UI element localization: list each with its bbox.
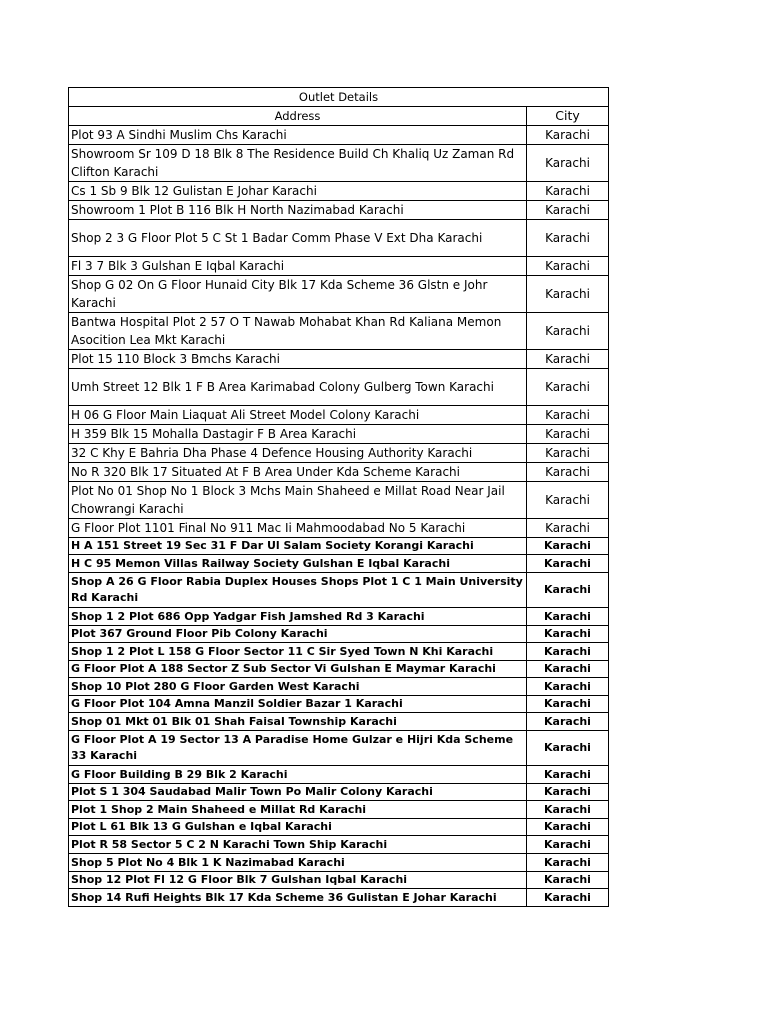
table-row — [69, 836, 609, 854]
city-cell: Karachi — [527, 784, 609, 801]
city-cell: Karachi — [527, 872, 609, 889]
table-row — [69, 889, 609, 907]
city-cell: Karachi — [527, 854, 609, 872]
city-cell: Karachi — [527, 819, 609, 836]
table-row — [69, 425, 609, 444]
city-cell: Karachi — [527, 731, 609, 766]
table-row — [69, 538, 609, 555]
city-cell: Karachi — [527, 801, 609, 819]
table-row — [69, 696, 609, 713]
table-body — [69, 126, 609, 907]
address-cell: G Floor Building B 29 Blk 2 Karachi — [69, 766, 527, 784]
table-row — [69, 713, 609, 731]
city-cell: Karachi — [527, 519, 609, 538]
address-cell: Showroom Sr 109 D 18 Blk 8 The Residence Build Ch Khaliq Uz Zaman Rd Clifton Karachi — [69, 145, 527, 182]
table-row — [69, 406, 609, 425]
title-row — [69, 88, 609, 107]
city-cell: Karachi — [527, 350, 609, 369]
address-cell: H A 151 Street 19 Sec 31 F Dar Ul Salam Society Korangi Karachi — [69, 538, 527, 555]
city-cell: Karachi — [527, 889, 609, 907]
city-cell: Karachi — [527, 201, 609, 220]
address-cell: Shop 14 Rufi Heights Blk 17 Kda Scheme 36 Gulistan E Johar Karachi — [69, 889, 527, 907]
table-title: Outlet Details — [69, 88, 609, 107]
table-row — [69, 555, 609, 573]
table-row — [69, 661, 609, 678]
address-cell: Plot 93 A Sindhi Muslim Chs Karachi — [69, 126, 527, 145]
city-cell: Karachi — [527, 313, 609, 350]
city-cell: Karachi — [527, 482, 609, 519]
city-cell: Karachi — [527, 661, 609, 678]
address-cell: Plot 1 Shop 2 Main Shaheed e Millat Rd Karachi — [69, 801, 527, 819]
city-cell: Karachi — [527, 276, 609, 313]
table-row — [69, 766, 609, 784]
outlet-details-table — [68, 87, 609, 907]
city-cell: Karachi — [527, 608, 609, 626]
address-cell: Cs 1 Sb 9 Blk 12 Gulistan E Johar Karachi — [69, 182, 527, 201]
city-cell: Karachi — [527, 220, 609, 257]
address-cell: Shop 2 3 G Floor Plot 5 C St 1 Badar Comm Phase V Ext Dha Karachi — [69, 220, 527, 257]
city-cell: Karachi — [527, 145, 609, 182]
address-cell: Shop 1 2 Plot L 158 G Floor Sector 11 C Sir Syed Town N Khi Karachi — [69, 643, 527, 661]
address-cell: H 359 Blk 15 Mohalla Dastagir F B Area Karachi — [69, 425, 527, 444]
address-cell: 32 C Khy E Bahria Dha Phase 4 Defence Housing Authority Karachi — [69, 444, 527, 463]
address-cell: Plot R 58 Sector 5 C 2 N Karachi Town Ship Karachi — [69, 836, 527, 854]
table-row — [69, 801, 609, 819]
address-cell: No R 320 Blk 17 Situated At F B Area Under Kda Scheme Karachi — [69, 463, 527, 482]
address-cell: Fl 3 7 Blk 3 Gulshan E Iqbal Karachi — [69, 257, 527, 276]
table-row — [69, 678, 609, 696]
table-row — [69, 819, 609, 836]
address-cell: Plot S 1 304 Saudabad Malir Town Po Malir Colony Karachi — [69, 784, 527, 801]
table-row — [69, 784, 609, 801]
city-cell: Karachi — [527, 713, 609, 731]
city-cell: Karachi — [527, 406, 609, 425]
table-row — [69, 126, 609, 145]
table-row — [69, 313, 609, 350]
table-row — [69, 257, 609, 276]
address-cell: Shop 01 Mkt 01 Blk 01 Shah Faisal Township Karachi — [69, 713, 527, 731]
table-row — [69, 444, 609, 463]
table-row — [69, 608, 609, 626]
table-row — [69, 626, 609, 643]
table-row — [69, 350, 609, 369]
table-row — [69, 482, 609, 519]
address-header: Address — [69, 107, 527, 126]
table-row — [69, 276, 609, 313]
city-cell: Karachi — [527, 538, 609, 555]
table-row — [69, 519, 609, 538]
address-cell: Plot 367 Ground Floor Pib Colony Karachi — [69, 626, 527, 643]
city-cell: Karachi — [527, 573, 609, 608]
city-cell: Karachi — [527, 444, 609, 463]
table-row — [69, 145, 609, 182]
address-cell: Plot 15 110 Block 3 Bmchs Karachi — [69, 350, 527, 369]
city-cell: Karachi — [527, 555, 609, 573]
address-cell: H C 95 Memon Villas Railway Society Gulshan E Iqbal Karachi — [69, 555, 527, 573]
city-cell: Karachi — [527, 626, 609, 643]
table-row — [69, 573, 609, 608]
address-cell: Bantwa Hospital Plot 2 57 O T Nawab Mohabat Khan Rd Kaliana Memon Asocition Lea Mkt Karachi — [69, 313, 527, 350]
table-row — [69, 643, 609, 661]
city-cell: Karachi — [527, 257, 609, 276]
city-cell: Karachi — [527, 182, 609, 201]
table-row — [69, 731, 609, 766]
address-cell: Umh Street 12 Blk 1 F B Area Karimabad Colony Gulberg Town Karachi — [69, 369, 527, 406]
table-row — [69, 201, 609, 220]
address-cell: Shop G 02 On G Floor Hunaid City Blk 17 Kda Scheme 36 Glstn e Johr Karachi — [69, 276, 527, 313]
city-cell: Karachi — [527, 369, 609, 406]
table-row — [69, 854, 609, 872]
city-cell: Karachi — [527, 126, 609, 145]
table-row — [69, 220, 609, 257]
city-cell: Karachi — [527, 463, 609, 482]
table-row — [69, 872, 609, 889]
address-cell: Shop 12 Plot Fl 12 G Floor Blk 7 Gulshan Iqbal Karachi — [69, 872, 527, 889]
address-cell: Shop 5 Plot No 4 Blk 1 K Nazimabad Karachi — [69, 854, 527, 872]
city-cell: Karachi — [527, 696, 609, 713]
address-cell: G Floor Plot A 188 Sector Z Sub Sector Vi Gulshan E Maymar Karachi — [69, 661, 527, 678]
table-row — [69, 182, 609, 201]
city-cell: Karachi — [527, 678, 609, 696]
header-row — [69, 107, 609, 126]
address-cell: H 06 G Floor Main Liaquat Ali Street Model Colony Karachi — [69, 406, 527, 425]
address-cell: Shop 1 2 Plot 686 Opp Yadgar Fish Jamshed Rd 3 Karachi — [69, 608, 527, 626]
address-cell: G Floor Plot 104 Amna Manzil Soldier Bazar 1 Karachi — [69, 696, 527, 713]
address-cell: Shop 10 Plot 280 G Floor Garden West Karachi — [69, 678, 527, 696]
city-cell: Karachi — [527, 766, 609, 784]
address-cell: Plot L 61 Blk 13 G Gulshan e Iqbal Karachi — [69, 819, 527, 836]
city-header: City — [527, 107, 609, 126]
address-cell: G Floor Plot A 19 Sector 13 A Paradise Home Gulzar e Hijri Kda Scheme 33 Karachi — [69, 731, 527, 766]
city-cell: Karachi — [527, 836, 609, 854]
address-cell: G Floor Plot 1101 Final No 911 Mac Ii Mahmoodabad No 5 Karachi — [69, 519, 527, 538]
table-row — [69, 463, 609, 482]
table-row — [69, 369, 609, 406]
city-cell: Karachi — [527, 643, 609, 661]
address-cell: Plot No 01 Shop No 1 Block 3 Mchs Main Shaheed e Millat Road Near Jail Chowrangi Karachi — [69, 482, 527, 519]
address-cell: Showroom 1 Plot B 116 Blk H North Nazimabad Karachi — [69, 201, 527, 220]
address-cell: Shop A 26 G Floor Rabia Duplex Houses Shops Plot 1 C 1 Main University Rd Karachi — [69, 573, 527, 608]
city-cell: Karachi — [527, 425, 609, 444]
